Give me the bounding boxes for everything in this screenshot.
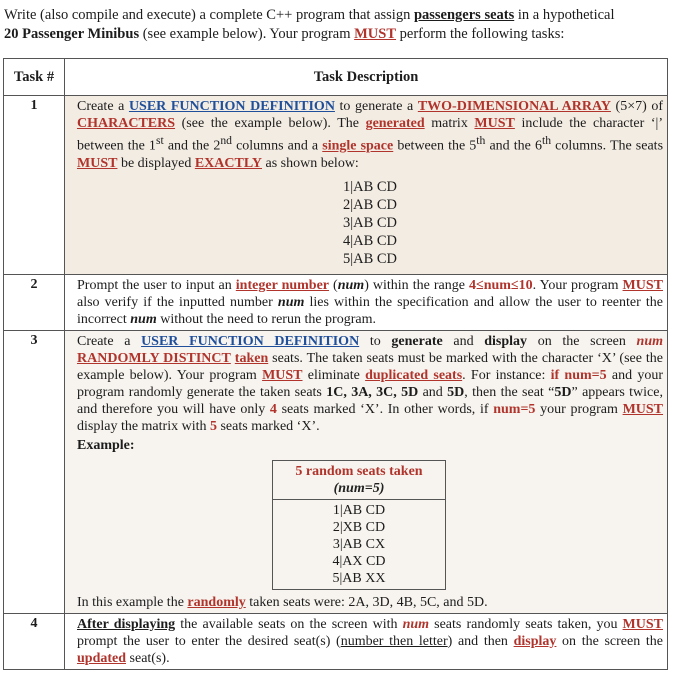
example-title: 5 random seats taken (295, 463, 423, 479)
keyword: EXACTLY (194, 155, 262, 171)
keyword: TWO-DIMENSIONAL ARRAY (417, 99, 611, 114)
text: . For instance: (462, 367, 551, 383)
text: include the character ‘|’ between the 1 (77, 116, 663, 154)
keyword: MUST (622, 616, 663, 632)
table-header-row (4, 59, 668, 96)
task-number: 3 (4, 330, 65, 613)
intro-text: (see example below). Your program (139, 26, 355, 42)
text: also verify if the inputted number (77, 294, 278, 310)
text: (see the example below). The (175, 116, 366, 131)
text: Create a (77, 99, 129, 114)
text: and (418, 384, 448, 400)
keyword: duplicated seats (365, 367, 463, 383)
keyword: num=5 (493, 401, 536, 417)
keyword: MUST (622, 277, 663, 293)
example-box (272, 460, 446, 590)
keyword: integer number (235, 277, 330, 293)
example-header (273, 461, 445, 500)
seat-row: 5|AB CD (342, 250, 398, 267)
text: ) and then (447, 633, 514, 649)
keyword: taken (234, 350, 269, 366)
keyword: USER FUNCTION DEFINITION (141, 333, 360, 349)
intro-minibus: 20 Passenger Minibus (4, 26, 140, 42)
text: seat(s). (126, 650, 170, 666)
table-row (4, 330, 668, 613)
text: seats marked ‘X’. In other words, if (276, 401, 494, 417)
superscript: st (155, 134, 164, 147)
text: and (442, 333, 485, 349)
variable: num (636, 333, 663, 349)
text: Prompt the user to input an (77, 277, 236, 293)
keyword: MUST (262, 367, 303, 383)
keyword: USER FUNCTION DEFINITION (128, 99, 335, 114)
task-table (3, 58, 668, 670)
keyword: display (484, 333, 528, 349)
variable: num (130, 311, 157, 327)
text: seats. The taken seats must be marked with the character ‘X’ (see the example below). Your program (77, 350, 663, 383)
keyword: MUST (474, 116, 515, 131)
variable: num (337, 277, 365, 293)
range: 4≤num≤10 (469, 277, 533, 293)
text: columns. The seats (551, 138, 664, 154)
example-subtitle: (num=5) (333, 480, 385, 496)
intro-text: Write (also compile and execute) a complete C++ program that assign (4, 7, 414, 23)
text: ) within the range (364, 277, 470, 293)
seat-row: 3|AB CX (332, 536, 386, 552)
count: 5 (209, 418, 217, 434)
keyword: MUST (622, 401, 664, 417)
intro-text: perform the following tasks: (396, 26, 565, 42)
intro-passengers-seats: passengers seats (413, 7, 515, 23)
keyword: generated (365, 116, 425, 131)
seats: 5D (554, 384, 572, 400)
seat-row: 2|AB CD (342, 196, 398, 213)
text: lies within the specification and allow the user to reenter the incorrect (77, 294, 663, 327)
text: to generate a (334, 99, 418, 114)
variable: num (277, 294, 305, 310)
intro-paragraph (4, 6, 672, 44)
header-task-number: Task # (4, 59, 65, 96)
text: (5×7) of (610, 99, 664, 114)
keyword: single space (322, 138, 394, 154)
seat-row: 5|AB XX (332, 570, 386, 586)
superscript: th (476, 134, 486, 147)
text: between the 5 (393, 138, 477, 154)
text: and the 6 (485, 138, 542, 154)
seat-matrix (77, 178, 663, 268)
seat-row: 1|AB CD (342, 178, 398, 195)
task-number: 2 (4, 274, 65, 330)
task-description (65, 613, 668, 669)
text: Create a (77, 333, 142, 349)
task-description (65, 96, 668, 275)
text: . Your program (532, 277, 623, 293)
keyword: After displaying (77, 616, 176, 632)
text: be displayed (117, 155, 195, 171)
text: taken seats were: 2A, 3D, 4B, 5C, and 5D. (245, 594, 488, 610)
keyword: display (513, 633, 557, 649)
text: seats marked ‘X’. (216, 418, 320, 434)
intro-must: MUST (354, 26, 397, 42)
keyword: generate (391, 333, 443, 349)
example-label: Example: (77, 437, 135, 453)
text: , then the seat “ (464, 384, 555, 400)
keyword: CHARACTERS (77, 116, 176, 131)
table-row (4, 274, 668, 330)
seats: 1C, 3A, 3C, 5D (326, 384, 419, 400)
task-description (65, 330, 668, 613)
task-number: 1 (4, 96, 65, 275)
text: without the need to rerun the program. (156, 311, 376, 327)
count: 4 (269, 401, 277, 417)
text: In this example the (77, 594, 188, 610)
keyword: randomly (187, 594, 246, 610)
task-number: 4 (4, 613, 65, 669)
table-row (4, 613, 668, 669)
text: columns and a (231, 138, 323, 154)
text: ” appears twice, and therefore you will have only (77, 384, 663, 417)
text: on the screen (527, 333, 637, 349)
header-task-description: Task Description (65, 59, 668, 96)
text: to (359, 333, 392, 349)
superscript: nd (220, 134, 232, 147)
task-description (65, 274, 668, 330)
text: prompt the user to enter the desired seat(s) ( (77, 633, 341, 649)
keyword: MUST (77, 155, 118, 171)
seat-row: 1|AB CD (332, 502, 386, 518)
keyword: number then letter (340, 633, 448, 649)
table-row (4, 96, 668, 275)
text: and the 2 (163, 138, 221, 154)
seat-row: 4|AX CD (332, 553, 386, 569)
superscript: th (541, 134, 552, 147)
text: as shown below: (262, 155, 359, 171)
seat-row: 2|XB CD (332, 519, 386, 535)
keyword: RANDOMLY DISTINCT (77, 350, 231, 366)
text: seats randomly seats taken, you (429, 616, 623, 632)
seat-row: 4|AB CD (342, 232, 398, 249)
seats: 5D (447, 384, 465, 400)
text: ( (329, 277, 338, 293)
keyword: updated (77, 650, 127, 666)
text: on the screen the (556, 633, 663, 649)
text: matrix (424, 116, 475, 131)
text: your program (535, 401, 623, 417)
text: the available seats on the screen with (175, 616, 403, 632)
seat-row: 3|AB CD (342, 214, 398, 231)
intro-text: in a hypothetical (514, 7, 615, 23)
text: eliminate (302, 367, 366, 383)
text: display the matrix with (77, 418, 210, 434)
keyword: if num=5 (550, 367, 607, 383)
text: and your program randomly generate the taken seats (77, 367, 663, 400)
variable: num (402, 616, 430, 632)
example-seat-matrix (273, 500, 445, 589)
